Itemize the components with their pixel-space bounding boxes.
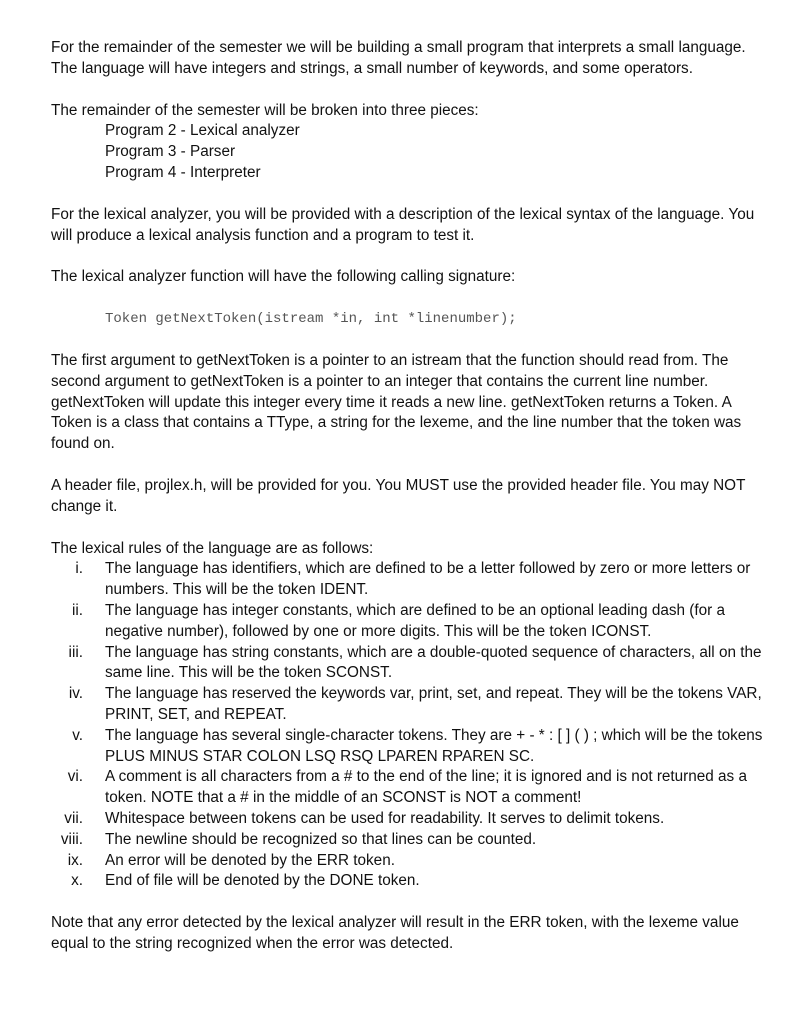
rule-text: The language has reserved the keywords var, print, set, and repeat. They will be the tokens VAR, PRINT, SET, and REPEAT.: [105, 685, 762, 723]
rule-text: The newline should be recognized so that lines can be counted.: [105, 830, 537, 848]
rules-list: [51, 559, 767, 892]
rule-text: The language has several single-character tokens. They are + - * : [ ] ( ) ; which will be the tokens PLUS MINUS STAR COLON LSQ RSQ LPAREN RPAREN SC.: [105, 726, 763, 765]
rule-text: The language has string constants, which are a double-quoted sequence of characters, all on the same line. This will be the token SCONST.: [105, 643, 762, 682]
rule-item: [51, 830, 767, 851]
piece-program-2: Program 2 - Lexical analyzer: [105, 122, 300, 140]
rule-number: i.: [75, 560, 83, 578]
piece-program-3: Program 3 - Parser: [105, 143, 236, 161]
rule-number: vii.: [64, 809, 83, 827]
arguments-description: The first argument to getNextToken is a pointer to an istream that the function should read from. The second argument to getNextToken is a pointer to an integer that contains the current line number. getNextToken will update this integer every time it reads a new line. getNextToken returns a Token. A Token is a class that contains a TType, a string for the lexeme, and the line number that the token was found on.: [51, 351, 742, 453]
rule-text: An error will be denoted by the ERR token.: [105, 851, 395, 869]
signature-code: Token getNextToken(istream *in, int *linenumber);: [105, 311, 517, 328]
intro-paragraph: For the remainder of the semester we will be building a small program that interprets a small language. The language will have integers and strings, a small number of keywords, and some operators.: [51, 39, 746, 77]
header-description: A header file, projlex.h, will be provided for you. You MUST use the provided header file. You may NOT change it.: [51, 476, 746, 515]
document-page: [51, 38, 767, 955]
rule-number: v.: [72, 726, 83, 744]
rule-text: End of file will be denoted by the DONE token.: [105, 872, 420, 890]
rule-number: viii.: [60, 830, 83, 848]
rule-item: [51, 767, 767, 809]
pieces-intro: The remainder of the semester will be broken into three pieces:: [51, 101, 479, 119]
rule-text: The language has integer constants, which are defined to be an optional leading dash (for a negative number), followed by one or more digits. This will be the token ICONST.: [105, 601, 725, 640]
rules-intro: The lexical rules of the language are as follows:: [51, 539, 374, 557]
rule-number: vi.: [67, 768, 83, 786]
piece-program-4: Program 4 - Interpreter: [105, 163, 261, 181]
rule-item: [51, 643, 767, 685]
rule-number: iv.: [68, 685, 83, 703]
rule-text: A comment is all characters from a # to the end of the line; it is ignored and is not returned as a token. NOTE that a # in the middle of an SCONST is NOT a comment!: [105, 768, 747, 807]
rule-item: [51, 559, 767, 601]
rule-item: [51, 851, 767, 872]
rule-text: The language has identifiers, which are defined to be a letter followed by zero or more letters or numbers. This will be the token IDENT.: [105, 560, 751, 599]
rule-item: [51, 684, 767, 726]
note-paragraph: Note that any error detected by the lexical analyzer will result in the ERR token, with the lexeme value equal to the string recognized when the error was detected.: [51, 914, 739, 952]
rule-number: ii.: [71, 601, 83, 619]
rule-item: [51, 809, 767, 830]
rule-text: Whitespace between tokens can be used for readability. It serves to delimit tokens.: [105, 809, 665, 827]
rule-item: [51, 601, 767, 643]
lexical-description: For the lexical analyzer, you will be provided with a description of the lexical syntax of the language. You will produce a lexical analysis function and a program to test it.: [51, 205, 755, 244]
signature-intro: The lexical analyzer function will have the following calling signature:: [51, 268, 516, 286]
rule-number: x.: [71, 872, 83, 890]
rule-number: iii.: [68, 643, 83, 661]
rule-item: [51, 726, 767, 768]
rule-number: ix.: [67, 851, 83, 869]
rule-item: [51, 871, 767, 892]
